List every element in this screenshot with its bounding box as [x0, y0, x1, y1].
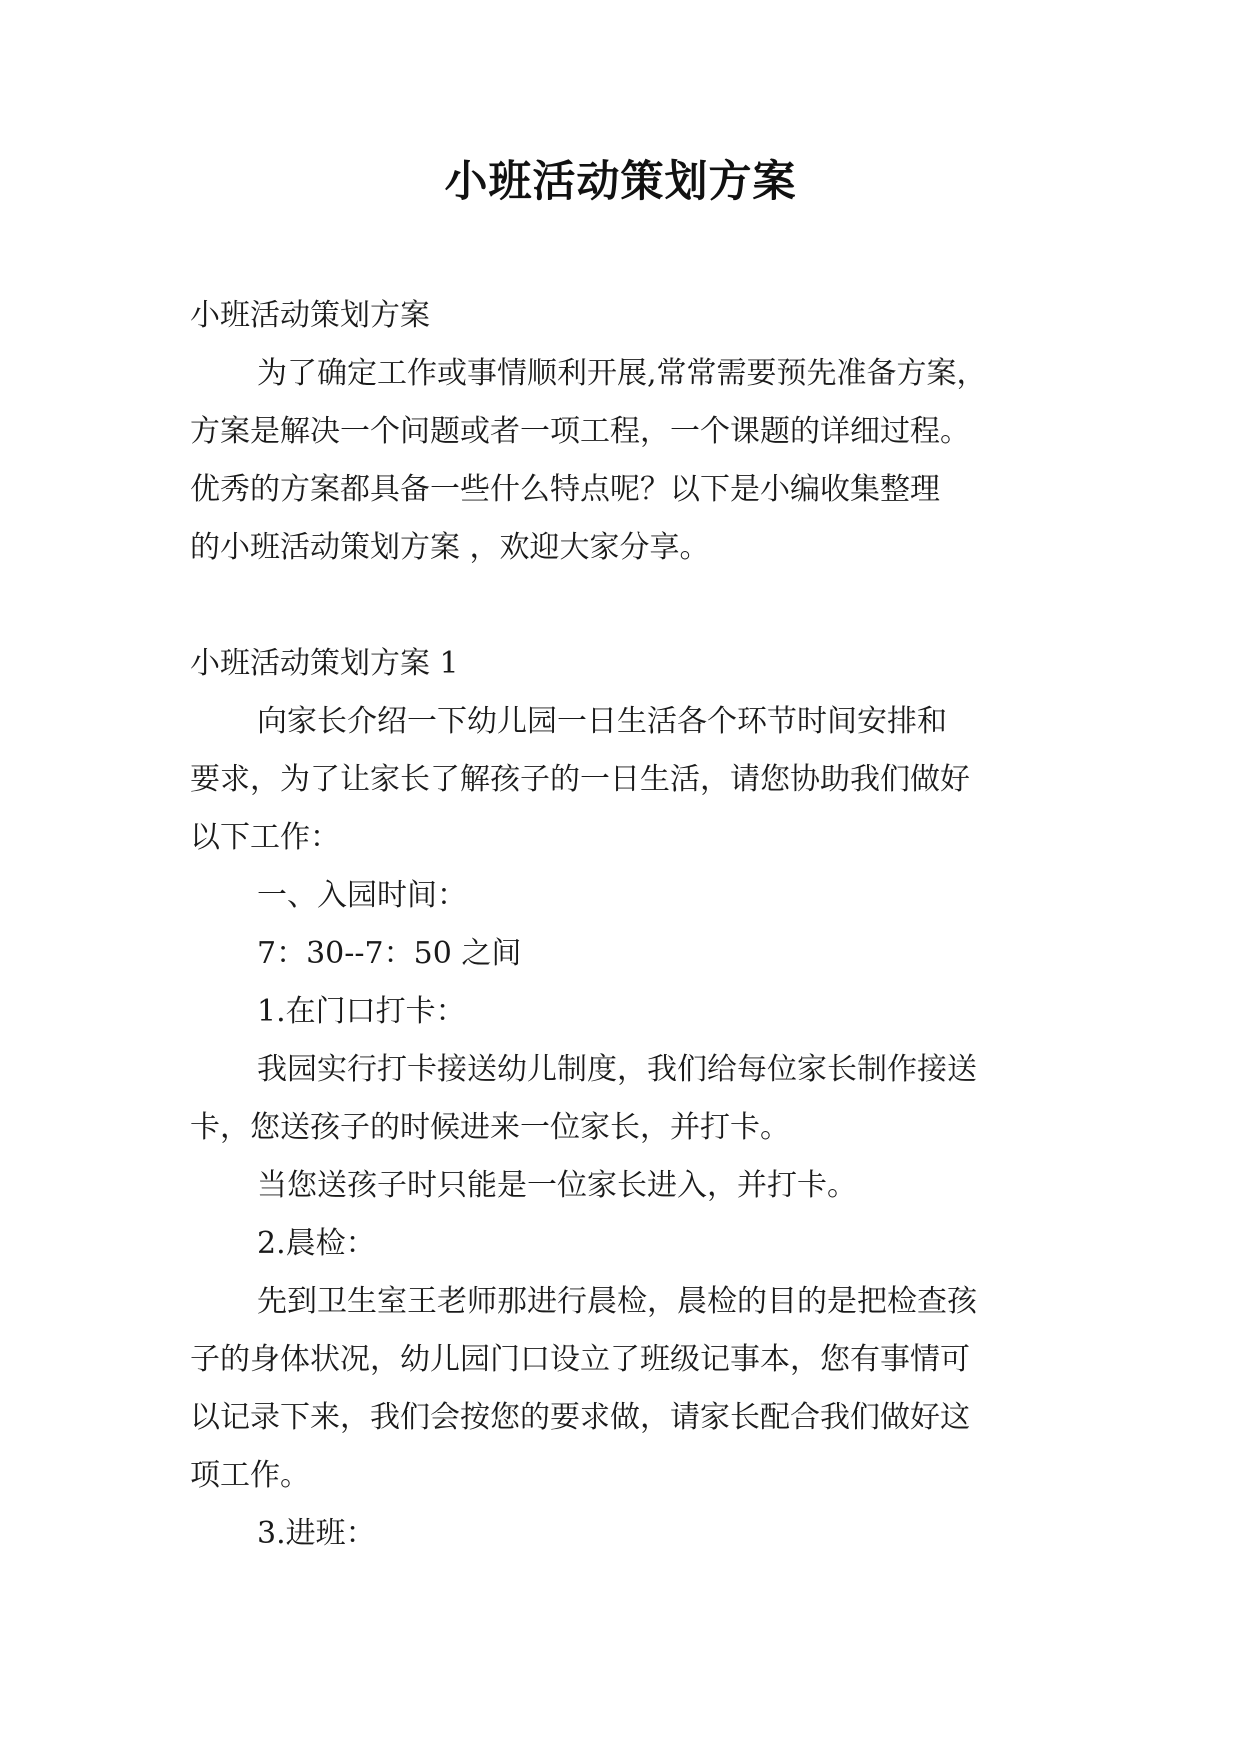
paragraph-line: 以记录下来，我们会按您的要求做，请家长配合我们做好这	[190, 1400, 970, 1435]
subheading: 1.在门口打卡：	[257, 994, 466, 1029]
subheading: 2.晨检：	[257, 1226, 376, 1261]
paragraph-line: 优秀的方案都具备一些什么特点呢？以下是小编收集整理	[190, 472, 940, 507]
paragraph-line: 向家长介绍一下幼儿园一日生活各个环节时间安排和	[257, 704, 947, 739]
subheading: 3.进班：	[257, 1516, 376, 1551]
paragraph-line: 要求，为了让家长了解孩子的一日生活，请您协助我们做好	[190, 762, 970, 797]
paragraph-line: 先到卫生室王老师那进行晨检，晨检的目的是把检查孩	[257, 1284, 977, 1319]
heading-intro: 小班活动策划方案	[190, 298, 430, 333]
paragraph-line: 为了确定工作或事情顺利开展,常常需要预先准备方案，	[257, 356, 987, 391]
section-heading: 小班活动策划方案 1	[190, 646, 459, 681]
paragraph-line: 我园实行打卡接送幼儿制度，我们给每位家长制作接送	[257, 1052, 977, 1087]
paragraph-line: 当您送孩子时只能是一位家长进入，并打卡。	[257, 1168, 857, 1203]
paragraph-line: 7：30--7：50 之间	[257, 936, 522, 971]
paragraph-line: 项工作。	[190, 1458, 310, 1493]
paragraph-line: 以下工作：	[190, 820, 340, 855]
paragraph-line: 的小班活动策划方案 ，欢迎大家分享。	[190, 530, 710, 565]
paragraph-line: 卡，您送孩子的时候进来一位家长，并打卡。	[190, 1110, 790, 1145]
subheading: 一、入园时间：	[257, 878, 467, 913]
paragraph-line: 子的身体状况，幼儿园门口设立了班级记事本，您有事情可	[190, 1342, 970, 1377]
document-title: 小班活动策划方案	[444, 157, 797, 207]
paragraph-line: 方案是解决一个问题或者一项工程，一个课题的详细过程。	[190, 414, 970, 449]
